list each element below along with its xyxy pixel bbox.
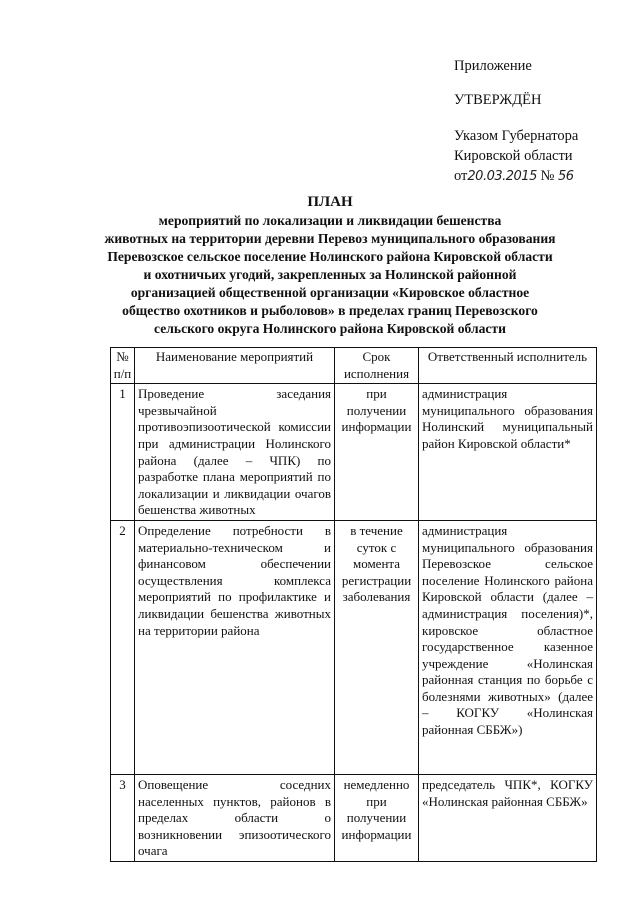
header-num: № п/п (111, 348, 135, 384)
row-num: 3 (111, 774, 135, 861)
decree-line-2: Кировской области (454, 148, 573, 164)
table-header-row (111, 348, 597, 384)
header-term: Срок исполнения (335, 348, 419, 384)
appendix-label: Приложение (454, 58, 532, 74)
row-measure: Оповещение соседних населенных пунктов, районов в пределах области о возникновении эпизоотического очага (135, 774, 335, 861)
row-term: в течение суток с момента регистрации заболевания (335, 520, 419, 774)
row-responsible: администрация муниципального образования Нолинский муниципальный район Кировской области* (419, 384, 597, 521)
handwritten-date: 20.03.2015 (467, 169, 537, 184)
row-responsible: председатель ЧПК*, КОГКУ «Нолинская районная СББЖ» (419, 774, 597, 861)
row-responsible: администрация муниципального образования Перевозское сельское поселение Нолинского района Кировской области (далее – администрация поселения)*, кировское областное государственное казенное учреждение «Нолинская районная станция по борьбе с болезнями животных» (далее – КОГКУ «Нолинская районная СББЖ») (419, 520, 597, 774)
number-label: № (540, 168, 555, 184)
decree-line-1: Указом Губернатора (454, 128, 579, 144)
handwritten-number: 56 (557, 169, 574, 184)
title-line: общество охотников и рыболовов» в пределах границ Перевозского (122, 303, 538, 318)
date-prefix: от (454, 168, 468, 184)
title-line: мероприятий по локализации и ликвидации бешенства (158, 213, 502, 228)
table-row (111, 384, 597, 521)
plan-heading: ПЛАН (307, 194, 353, 210)
title-line: организацией общественной организации «Кировское областное (130, 285, 530, 300)
title-line: и охотничьих угодий, закрепленных за Нолинской районной (143, 267, 517, 282)
header-name: Наименование мероприятий (135, 348, 335, 384)
row-num: 1 (111, 384, 135, 521)
approved-label: УТВЕРЖДЁН (454, 92, 542, 108)
header-responsible: Ответственный исполнитель (419, 348, 597, 384)
title-line: сельского округа Нолинского района Кировской области (154, 321, 506, 336)
row-term: немедленно при получении информации (335, 774, 419, 861)
title-line: животных на территории деревни Перевоз муниципального образования (104, 231, 556, 246)
table-row (111, 520, 597, 774)
row-measure: Проведение заседания чрезвычайной противоэпизоотической комиссии при администрации Нолинского района (далее – ЧПК) по разработке плана мероприятий по локализации и ликвидации очагов бешенства животных (135, 384, 335, 521)
row-measure: Определение потребности в материально-техническом и финансовом обеспечении осуществления комплекса мероприятий по профилактике и ликвидации бешенства животных на территории района (135, 520, 335, 774)
document-title (100, 193, 560, 338)
table-row (111, 774, 597, 861)
row-term: при получении информации (335, 384, 419, 521)
measures-table (110, 347, 597, 862)
row-num: 2 (111, 520, 135, 774)
approval-header (454, 56, 634, 187)
decree-date-line (454, 166, 634, 187)
title-line: Перевозское сельское поселение Нолинского района Кировской области (107, 249, 553, 264)
